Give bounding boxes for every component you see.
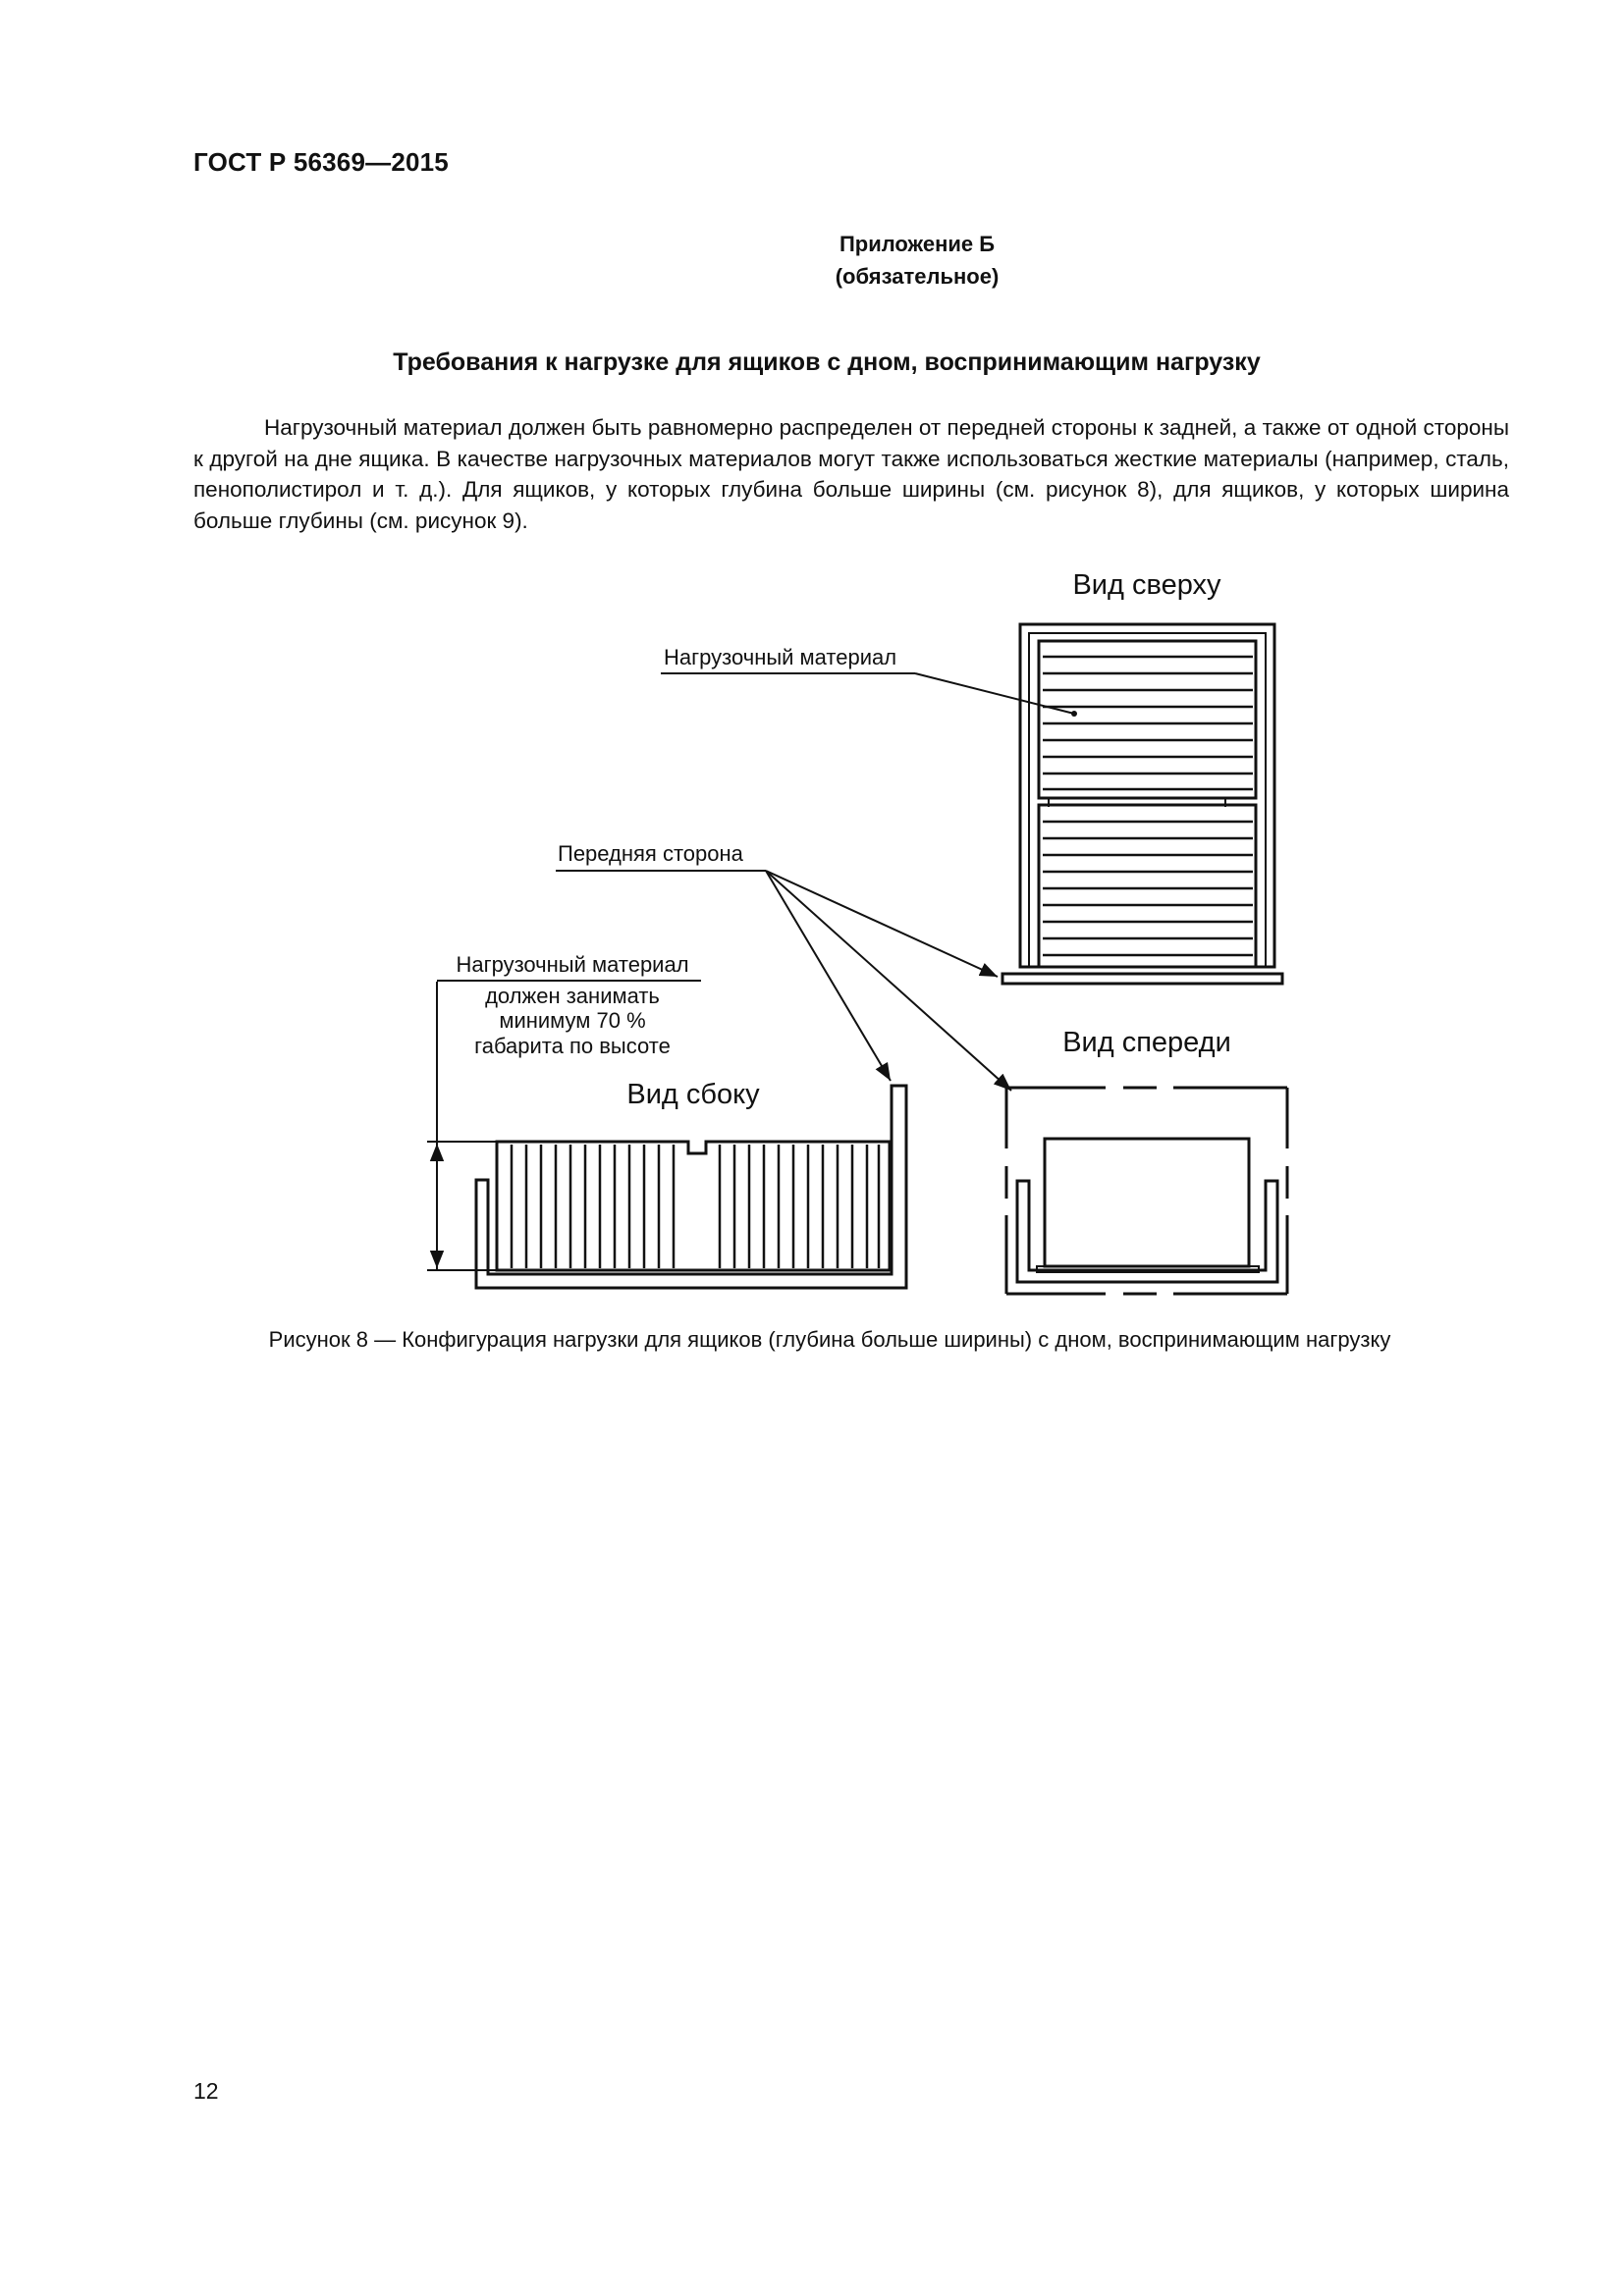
body-paragraph: Нагрузочный материал должен быть равномерно распределен от передней стороны к задней, а также от одной стороны к другой на дне ящика. В качестве нагрузочных материалов могут также использоваться жесткие материалы (например, сталь, пенополистирол и т. д.). Для ящиков, у которых глубина больше ширины (см. рисунок 8), для ящиков, у которых ширина больше глубины (см. рисунок 9). [193, 415, 1509, 533]
height-note-line3: минимум 70 % [499, 1008, 646, 1033]
front-view-label: Вид спереди [1062, 1027, 1231, 1058]
top-view-box [1002, 624, 1282, 984]
load-material-label: Нагрузочный материал [664, 645, 897, 669]
front-side-arrows [766, 871, 1011, 1091]
standard-id: ГОСТ Р 56369—2015 [193, 147, 449, 177]
height-dimension [427, 982, 496, 1270]
top-view-label: Вид сверху [1072, 569, 1221, 601]
load-material-leader [915, 673, 1074, 714]
side-view-label: Вид сбоку [626, 1079, 760, 1110]
height-note-line2: должен занимать [485, 984, 660, 1008]
front-side-label: Передняя сторона [558, 841, 743, 866]
page-number: 12 [193, 2078, 219, 2104]
figure-caption: Рисунок 8 — Конфигурация нагрузки для ящиков (глубина больше ширины) с дном, воспринимающим нагрузку [268, 1327, 1391, 1352]
appendix-title: Приложение Б [839, 232, 996, 256]
front-view-box [1006, 1088, 1287, 1294]
appendix-status: (обязательное) [835, 264, 1000, 289]
height-note-line4: габарита по высоте [474, 1034, 671, 1058]
load-material-leader-dot [1071, 711, 1077, 717]
height-note-line1: Нагрузочный материал [456, 952, 689, 977]
section-heading: Требования к нагрузке для ящиков с дном, воспринимающим нагрузку [393, 348, 1261, 376]
side-view-load-slats [512, 1145, 879, 1268]
